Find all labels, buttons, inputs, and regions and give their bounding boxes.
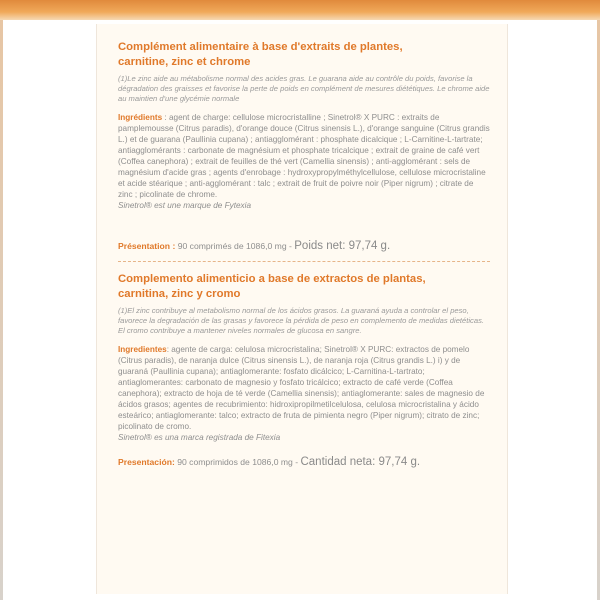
- french-ingredients: [118, 112, 490, 211]
- french-presentation: [118, 239, 490, 253]
- french-title: [118, 40, 490, 70]
- spanish-brand-note: Sinetrol® es una marca registrada de Fitexia: [118, 433, 281, 442]
- box-edge-left: [0, 20, 3, 600]
- french-net-weight: Poids net: 97,74 g.: [294, 240, 391, 252]
- spanish-ingredients-label: Ingredientes: [118, 345, 167, 354]
- french-brand-note: Sinetrol® est une marque de Fytexia: [118, 201, 252, 210]
- french-title-line1: Complément alimentaire à base d'extraits de plantes,: [118, 41, 403, 53]
- french-health-note: (1)Le zinc aide au métabolisme normal des acides gras. Le guarana aide au contrôle du poids, favorise la dégradation des graisses et favorise la perte de poids en complément de mesures diététiques. Le chrome aide au maintien d'une glycémie normale: [118, 74, 490, 103]
- french-ingredients-text: : agent de charge: cellulose microcristalline ; Sinetrol® X PURC : extraits de pamplemousse (Citrus paradis), d'orange douce (Citrus sinensis L.), d'orange sanguine (Citrus grandis L.) et de guarana (Paullinia cupana) ; antiagglomérant : phosphate dicalcique ; L-Carnitine-L-tartrate; antiagglomérants : carbonate de magnésium et phosphate tricalcique ; extrait de graine de café vert (Coffea canephora) ; extrait de feuilles de thé vert (Camellia sinensis) ; anti-agglomérant : sels de magnésium d'acide gras ; agents d'enrobage : hydroxypropylméthylcellulose, cellulose microcristaline et acide stéarique ; anti-agglomérant : talc ; extrait de fruit de poivre noir (Piper nigrum) ; citrate de zinc ; picolinate de chrome.: [118, 113, 490, 199]
- french-title-line2: carnitine, zinc et chrome: [118, 56, 251, 68]
- french-presentation-text: 90 comprimés de 1086,0 mg -: [175, 241, 295, 251]
- spanish-title-line1: Complemento alimenticio a base de extractos de plantas,: [118, 273, 426, 285]
- top-orange-stripe: [0, 0, 600, 20]
- spanish-health-note: (1)El zinc contribuye al metabolismo normal de los ácidos grasos. La guaraná ayuda a controlar el peso, favorece la degradación de las grasas y favorece la pérdida de peso en complemento de medidas dietéticas. El cromo contribuye a mantener niveles normales de glucosa en sangre.: [118, 306, 484, 335]
- spanish-presentation: [118, 455, 490, 469]
- spanish-ingredients-text: : agente de carga: celulosa microcristalina; Sinetrol® X PURC: extractos de pomelo (Citrus paradis), de naranja dulce (Citrus sinensis L.), de naranja roja (Citrus grandis L.) i) y de guaraná (Paullinia cupana); antiaglomerante: fosfato dicálcico; L-Carnitina-L-tartrato; antiaglomerantes: carbonato de magnesio y fosfato tricálcico; extracto de café verde (Coffea canephora); extracto de hoja de té verde (Camellia sinensis); antiaglomerante: sales de magnesio de ácidos grasos; agentes de recubrimiento: hidroxipropilmetilcelulosa, celulosa microcristalina y ácido esteárico; antiaglomerante: talco; extracto de fruta de pimienta negro (Piper nigrum); citrato de zinc; picolinato de cromo.: [118, 345, 485, 431]
- spanish-section: [118, 272, 490, 469]
- french-ingredients-label: Ingrédients: [118, 113, 163, 122]
- french-presentation-label: Présentation :: [118, 241, 176, 251]
- section-divider: [118, 261, 490, 262]
- spanish-presentation-label: Presentación:: [118, 457, 175, 467]
- spanish-title: [118, 272, 490, 302]
- spanish-presentation-text: 90 comprimidos de 1086,0 mg -: [174, 457, 301, 467]
- label-content: [118, 30, 490, 469]
- french-section: [118, 40, 490, 253]
- spanish-title-line2: carnitina, zinc y cromo: [118, 288, 241, 300]
- spanish-net-weight: Cantidad neta: 97,74 g.: [300, 456, 421, 468]
- spanish-ingredients: [118, 344, 490, 443]
